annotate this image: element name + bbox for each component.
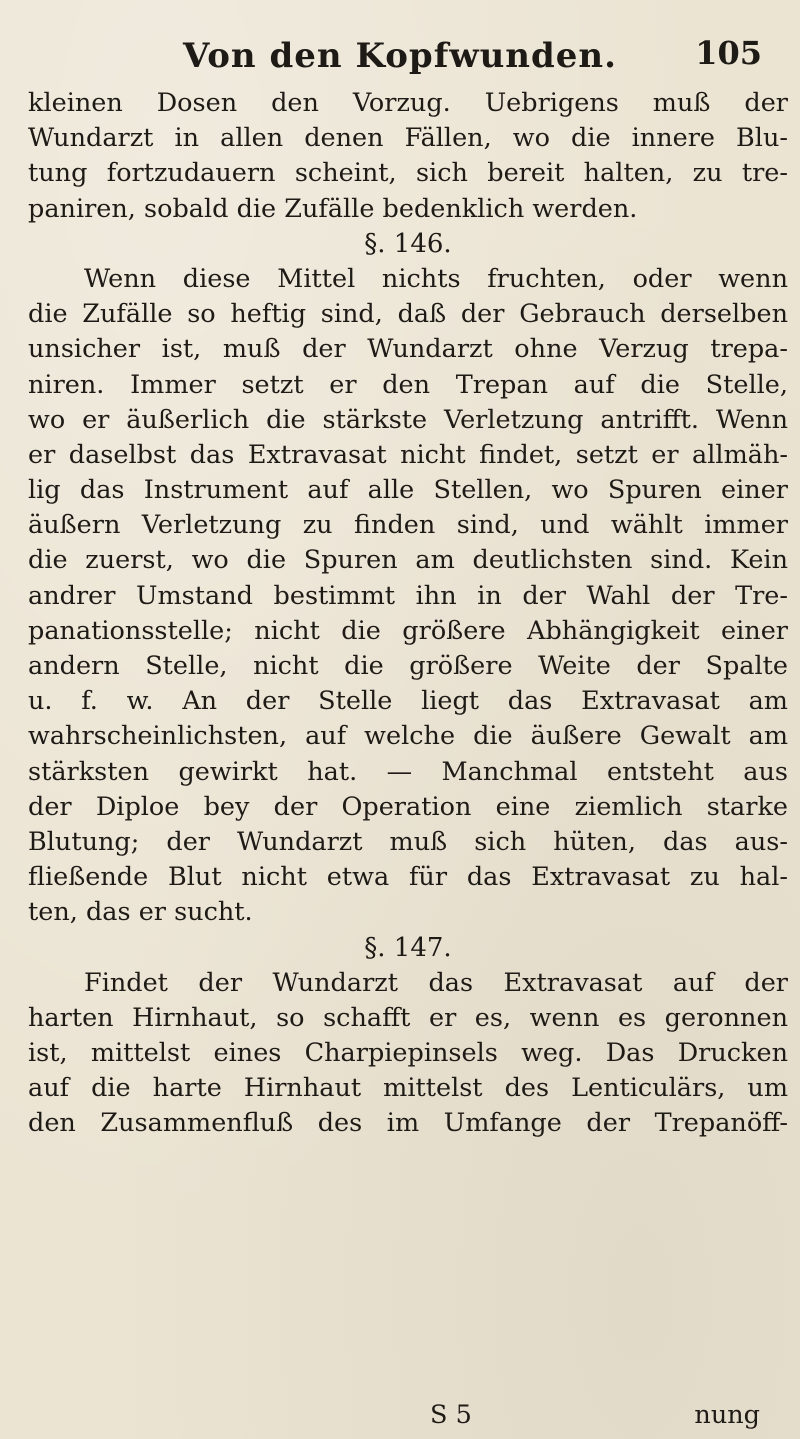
- text-line: tung fortzudauern scheint, sich bereit halten, zu tre-: [28, 158, 788, 189]
- signature-mark: S 5: [430, 1400, 472, 1430]
- text-line: die Zufälle so heftig sind, daß der Gebrauch derselben: [28, 299, 788, 330]
- text-line: Findet der Wundarzt das Extravasat auf der: [84, 967, 788, 998]
- text-line: andrer Umstand bestimmt ihn in der Wahl der Tre-: [28, 580, 788, 611]
- text-line: wo er äußerlich die stärkste Verletzung antrifft. Wenn: [28, 404, 788, 435]
- text-line: auf die harte Hirnhaut mittelst des Lenticulärs, um: [28, 1073, 788, 1104]
- text-line: Blutung; der Wundarzt muß sich hüten, das aus-: [28, 826, 788, 857]
- text-line: den Zusammenfluß des im Umfange der Trepanöff-: [28, 1108, 788, 1139]
- catchword: nung: [694, 1400, 760, 1430]
- body-text: [28, 86, 788, 1142]
- running-head: [0, 32, 800, 80]
- text-line: wahrscheinlichsten, auf welche die äußere Gewalt am: [28, 721, 788, 752]
- text-line: niren. Immer setzt er den Trepan auf die Stelle,: [28, 369, 788, 400]
- text-line: harten Hirnhaut, so schafft er es, wenn es geronnen: [28, 1002, 788, 1033]
- text-line: Wundarzt in allen denen Fällen, wo die innere Blu-: [28, 123, 788, 154]
- page-footer: [0, 1398, 800, 1432]
- section-heading-147: §. 147.: [364, 932, 452, 963]
- text-line: Wenn diese Mittel nichts fruchten, oder wenn: [84, 263, 788, 294]
- text-line: die zuerst, wo die Spuren am deutlichsten sind. Kein: [28, 545, 788, 576]
- text-line: unsicher ist, muß der Wundarzt ohne Verzug trepa-: [28, 334, 788, 365]
- section-heading-146: §. 146.: [364, 228, 452, 259]
- text-line: lig das Instrument auf alle Stellen, wo Spuren einer: [28, 475, 788, 506]
- text-line: kleinen Dosen den Vorzug. Uebrigens muß der: [28, 88, 788, 118]
- page-number: 105: [695, 34, 762, 72]
- text-line: äußern Verletzung zu finden sind, und wählt immer: [28, 510, 788, 541]
- text-line: paniren, sobald die Zufälle bedenklich werden.: [28, 193, 638, 224]
- text-line: panationsstelle; nicht die größere Abhängigkeit einer: [28, 615, 788, 646]
- text-line: fließende Blut nicht etwa für das Extravasat zu hal-: [28, 862, 788, 893]
- running-title: Von den Kopfwunden.: [182, 36, 617, 76]
- text-line: andern Stelle, nicht die größere Weite der Spalte: [28, 651, 788, 681]
- text-line: ten, das er sucht.: [28, 897, 253, 928]
- text-line: stärksten gewirkt hat. — Manchmal entsteht aus: [28, 756, 788, 787]
- text-line: der Diploe bey der Operation eine ziemlich starke: [28, 791, 788, 822]
- text-line: u. f. w. An der Stelle liegt das Extravasat am: [28, 686, 788, 717]
- text-line: ist, mittelst eines Charpiepinsels weg. Das Drucken: [28, 1038, 788, 1069]
- text-line: er daselbst das Extravasat nicht findet, setzt er allmäh-: [28, 439, 788, 470]
